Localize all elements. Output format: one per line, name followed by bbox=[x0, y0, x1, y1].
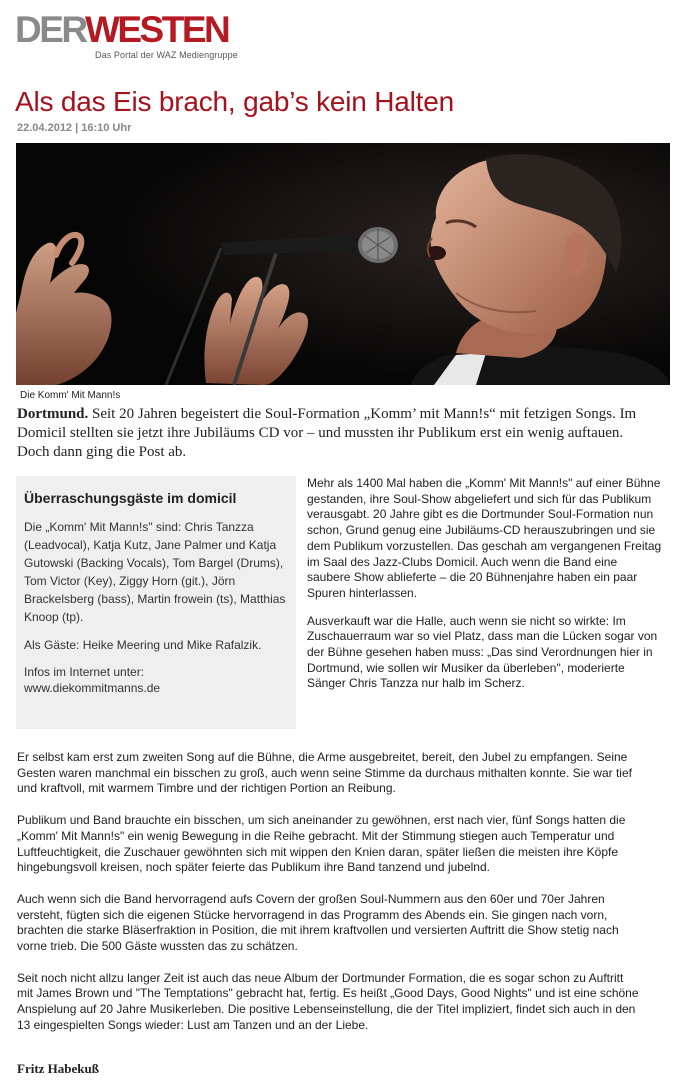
body-paragraph: Auch wenn sich die Band hervorragend aufs Covern der großen Soul-Nummern aus den 60er und 70er Jahren versteht, fügten sich die eigenen Stücke hervorragend in das Programm des Abends ein. Sie gingen nach vorn, brachten die starke Bläserfraktion in Position, die mit ihrem kraftvollen und versierten Auftritt die Show stetig nach vorne trieb. Die 500 Gäste wussten das zu schätzen. bbox=[17, 891, 619, 954]
logo-der: DER bbox=[15, 9, 85, 50]
photo-caption: Die Komm' Mit Mann!s bbox=[20, 390, 121, 401]
article-headline: Als das Eis brach, gab’s kein Halten bbox=[15, 86, 454, 117]
info-box-title: Überraschungsgäste im domicil bbox=[24, 490, 237, 506]
right-column-paragraph: Ausverkauft war die Halle, auch wenn sie nicht so wirkte: Im Zuschauerraum war so viel Platz, dass man die Lücken sogar von der Bühne gesehen haben muss: „Das sind Verordnungen hier in Dortmund, wie sollen wir Musiker da überleben", moderierte Sänger Chris Tanzza nur halb im Scherz. bbox=[307, 613, 658, 691]
site-logo[interactable] bbox=[15, 9, 238, 64]
body-paragraph: Seit noch nicht allzu langer Zeit ist auch das neue Album der Dortmunder Formation, die es sogar schon zu Auftritt mit James Brown und "The Temptations" gebracht hat, fertig. Es heißt „Good Days, Good Nights" und ist eine schöne Anspielung auf 20 Jahre Musikerleben. Die positive Lebenseinstellung, die der Titel impliziert, findet sich auch in den 13 eingespielten Songs wieder: Lust am Tanzen und an der Liebe. bbox=[17, 970, 639, 1032]
article-author: Fritz Habekuß bbox=[17, 1061, 99, 1076]
body-paragraph: Publikum und Band brauchte ein bisschen, um sich aneinander zu gewöhnen, erst nach vier, fünf Songs hatten die „Komm' Mit Mann!s" ein wenig Bewegung in die Reihe gebracht. Mit der Stimmung stiegen auch Temperatur und Luftfeuchtigkeit, die Zuschauer gewöhnten sich mit wippen den Knien daran, später ließen die meisten ihre Köpfe hingebungsvoll kreisen, noch später feierte das Publikum ihre Band tanzend und jubelnd. bbox=[17, 813, 626, 875]
article-photo bbox=[16, 143, 670, 385]
info-box-members: Die „Komm' Mit Mann!s" sind: Chris Tanzza (Leadvocal), Katja Kutz, Jane Palmer und Katja Gutowski (Backing Vocals), Tom Bargel (Drums), Tom Victor (Key), Ziggy Horn (git.), Jörn Brackelsberg (bass), Martin frowein (ts), Matthias Knoop (tp). bbox=[24, 520, 286, 624]
logo-tagline: Das Portal der WAZ Mediengruppe bbox=[95, 50, 238, 60]
info-box bbox=[16, 476, 296, 729]
lead-city: Dortmund. bbox=[17, 406, 89, 422]
body-paragraph: Er selbst kam erst zum zweiten Song auf die Bühne, die Arme ausgebreitet, bereit, den Jubel zu empfangen. Seine Gesten waren manchmal ein bisschen zu groß, auch wenn seine Stimme da durchaus mithalten konnte. Sie war tief und kraftvoll, mit warmem Timbre und der richtigen Portion an Reibung. bbox=[17, 750, 632, 796]
right-column-paragraph: Mehr als 1400 Mal haben die „Komm' Mit Mann!s" auf einer Bühne gestanden, ihre Soul-Show abgeliefert und sich für das Publikum verausgabt. 20 Jahre gibt es die Dortmunder Soul-Formation nun schon, Grund genug eine Jubiläums-CD herauszubringen und sie dem Publikum vorzustellen. Das geschah am vergangenen Freitag im Saal des Jazz-Clubs Domicil. Auch wenn die Band eine saubere Show ablieferte – die 20 Bühnenjahre haben ein paar Spuren hinterlassen. bbox=[307, 476, 662, 600]
article-dateline: 22.04.2012 | 16:10 Uhr bbox=[17, 122, 132, 134]
logo-westen: WESTEN bbox=[84, 9, 229, 50]
article-body bbox=[17, 750, 642, 1050]
info-box-links-label: Infos im Internet unter: bbox=[24, 665, 145, 679]
info-box-guests: Als Gäste: Heike Meering und Mike Rafalzik. bbox=[24, 638, 262, 652]
article-lead bbox=[17, 405, 647, 462]
logo-wordmark bbox=[15, 10, 235, 50]
info-box-links-url[interactable]: www.diekommitmanns.de bbox=[24, 681, 161, 695]
article-right-column bbox=[307, 476, 662, 704]
lead-text: Seit 20 Jahren begeistert die Soul-Formation „Komm’ mit Mann!s“ mit fetzigen Songs. Im Domicil stellten sie jetzt ihre Jubiläums CD vor – und mussten ihr Publikum erst ein wenig auftauen. Doch dann ging die Post ab. bbox=[17, 406, 637, 460]
singer-photo-illustration bbox=[16, 143, 670, 385]
